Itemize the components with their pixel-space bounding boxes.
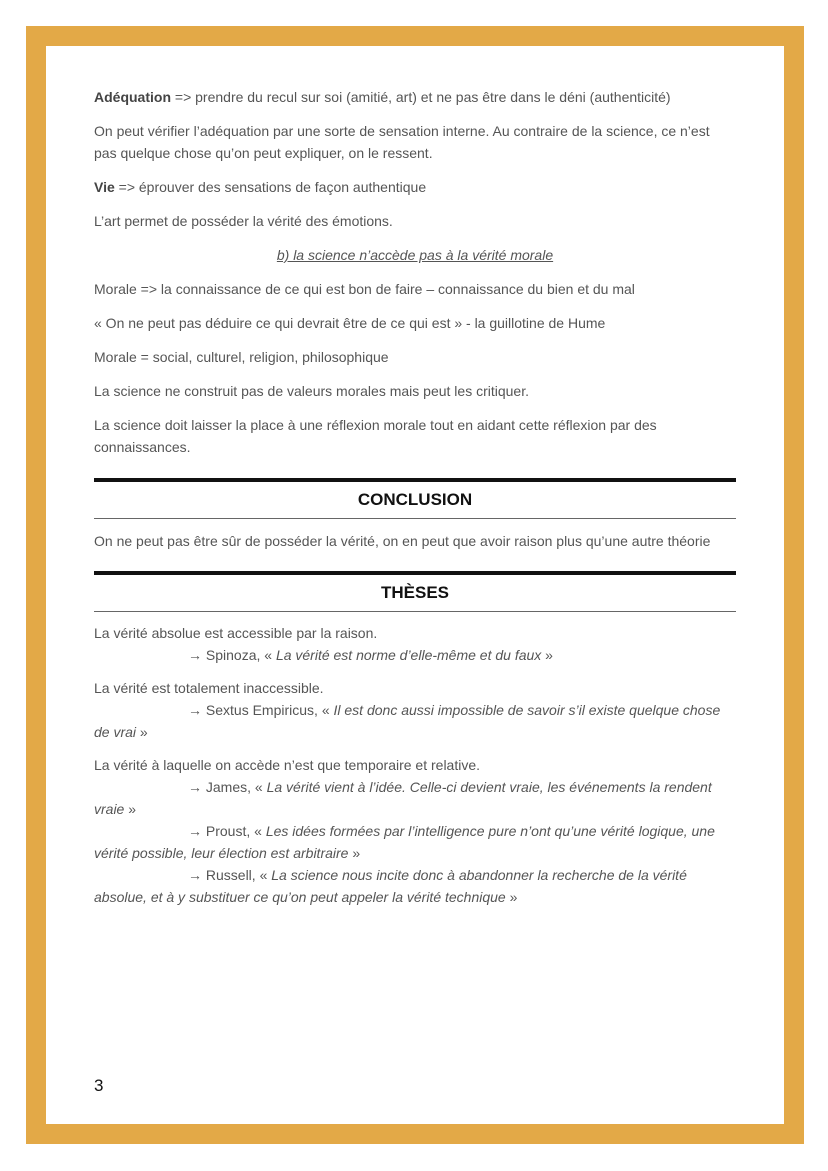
these-quote: → James, « La vérité vient à l’idée. Celle-ci devient vraie, les événements la rendent vraie » bbox=[94, 779, 712, 817]
quote-author: → Spinoza, « bbox=[188, 647, 276, 663]
theses-heading: THÈSES bbox=[380, 583, 450, 602]
subsection-title: b) la science n’accède pas à la vérité morale bbox=[276, 247, 554, 263]
science-values-paragraph: La science ne construit pas de valeurs morales mais peut les critiquer. bbox=[94, 383, 529, 399]
quote-text: La science nous incite donc à abandonner la recherche de la vérité absolue, et à y substituer ce qu’on peut appeler la vérité technique bbox=[94, 867, 687, 905]
conclusion-section bbox=[94, 478, 736, 552]
divider-thick bbox=[94, 571, 736, 575]
morale-types-paragraph: Morale = social, culturel, religion, philosophique bbox=[94, 349, 389, 365]
conclusion-text: On ne peut pas être sûr de posséder la vérité, on en peut que avoir raison plus qu’une autre théorie bbox=[94, 533, 711, 549]
morale-paragraph: Morale => la connaissance de ce qui est bon de faire – connaissance du bien et du mal bbox=[94, 281, 635, 297]
verifier-paragraph: On peut vérifier l’adéquation par une sorte de sensation interne. Au contraire de la science, ce n’est pas quelque chose qu’on peut expliquer, on le ressent. bbox=[94, 123, 710, 161]
quote-author: → James, « bbox=[188, 779, 267, 795]
adequation-paragraph bbox=[94, 86, 736, 108]
these-quote: → Sextus Empiricus, « Il est donc aussi impossible de savoir s’il existe quelque chose de vrai » bbox=[94, 702, 721, 740]
hume-paragraph: « On ne peut pas déduire ce qui devrait être de ce qui est » - la guillotine de Hume bbox=[94, 315, 606, 331]
science-reflexion-paragraph: La science doit laisser la place à une réflexion morale tout en aidant cette réflexion par des connaissances. bbox=[94, 417, 657, 455]
vie-paragraph bbox=[94, 176, 736, 198]
divider-thin bbox=[94, 518, 736, 519]
art-paragraph: L’art permet de posséder la vérité des émotions. bbox=[94, 213, 393, 229]
these-statement: La vérité à laquelle on accède n’est que temporaire et relative. bbox=[94, 757, 481, 773]
divider-thick bbox=[94, 478, 736, 482]
these-statement: La vérité est totalement inaccessible. bbox=[94, 680, 324, 696]
vie-text: => éprouver des sensations de façon authentique bbox=[114, 179, 427, 195]
conclusion-heading: CONCLUSION bbox=[357, 490, 473, 509]
quote-text: La vérité est norme d’elle-même et du faux bbox=[275, 647, 542, 663]
divider-thin bbox=[94, 611, 736, 612]
vie-term: Vie bbox=[94, 179, 115, 195]
page-number: 3 bbox=[94, 1076, 104, 1095]
quote-author: → Sextus Empiricus, « bbox=[188, 702, 334, 718]
adequation-term: Adéquation bbox=[94, 89, 171, 105]
quote-author: → Proust, « bbox=[188, 823, 266, 839]
adequation-text: => prendre du recul sur soi (amitié, art) et ne pas être dans le déni (authenticité) bbox=[171, 89, 671, 105]
these-quote: → Spinoza, « La vérité est norme d’elle-même et du faux » bbox=[188, 647, 553, 663]
theses-section bbox=[94, 571, 736, 908]
page-content bbox=[94, 86, 736, 919]
these-statement: La vérité absolue est accessible par la raison. bbox=[94, 625, 378, 641]
quote-text: Les idées formées par l’intelligence pure n’ont qu’une vérité logique, une vérité possible, leur élection est arbitraire bbox=[94, 823, 715, 861]
quote-author: → Russell, « bbox=[188, 867, 272, 883]
quote-text: Il est donc aussi impossible de savoir s’il existe quelque chose de vrai bbox=[94, 702, 721, 740]
these-quote: → Russell, « La science nous incite donc à abandonner la recherche de la vérité absolue, et à y substituer ce qu’on peut appeler la vérité technique » bbox=[94, 867, 687, 905]
these-item bbox=[94, 622, 736, 666]
quote-text: La vérité vient à l’idée. Celle-ci devient vraie, les événements la rendent vraie bbox=[94, 779, 712, 817]
these-item bbox=[94, 754, 736, 908]
these-quote: → Proust, « Les idées formées par l’intelligence pure n’ont qu’une vérité logique, une vérité possible, leur élection est arbitraire » bbox=[94, 823, 715, 861]
these-item bbox=[94, 677, 736, 743]
